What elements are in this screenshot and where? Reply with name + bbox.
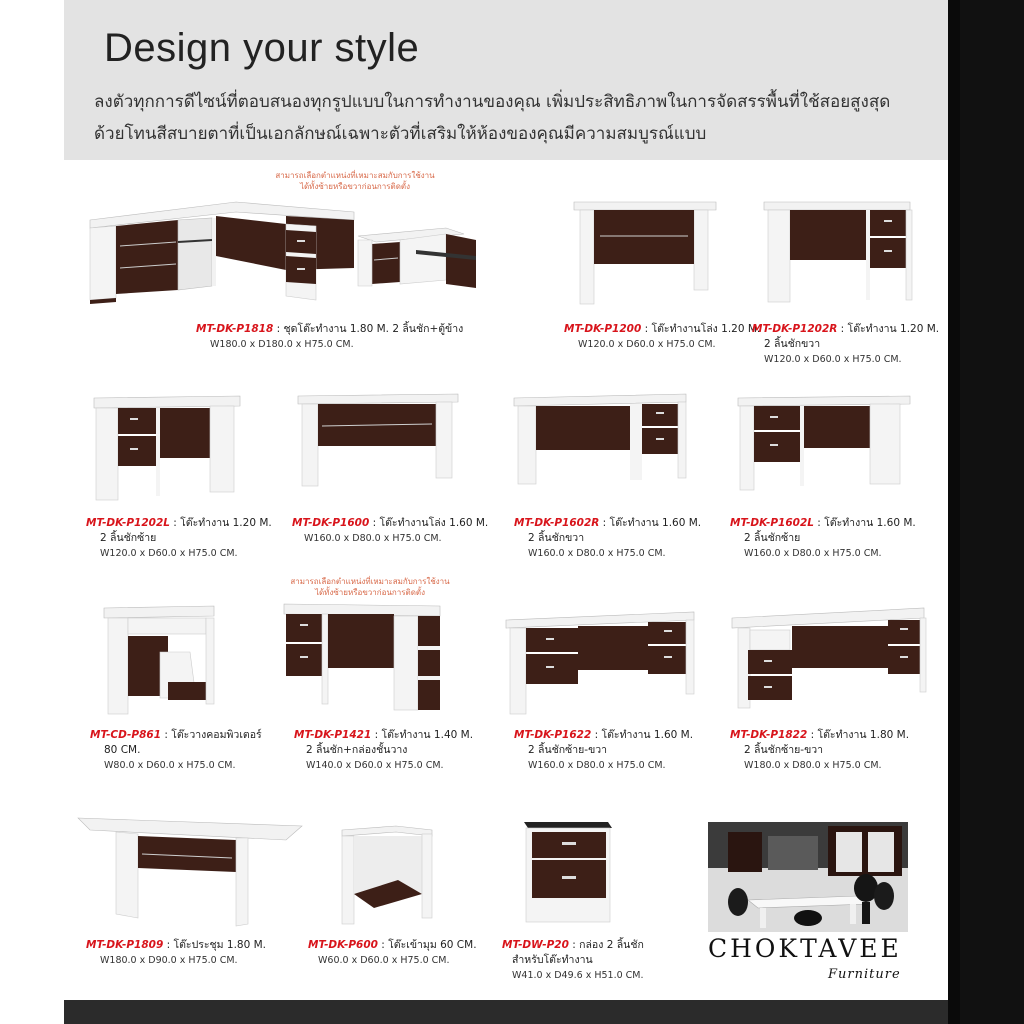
product-desc-2: 2 ลิ้นชักซ้าย-ขวา	[528, 744, 608, 756]
product-desc: : โต๊ะทำงาน 1.40 M.	[371, 729, 474, 741]
product-desc: : กล่อง 2 ลิ้นชัก	[568, 939, 644, 951]
caption-p1822	[730, 728, 909, 773]
brand-name: CHOKTAVEE	[708, 934, 902, 963]
caption-p1202l	[86, 516, 272, 561]
header-subtitle-line-2: ด้วยโทนสีสบายตาที่เป็นเอกลักษณ์เฉพาะตัวที่เสริมให้ห้องของคุณมีความสมบูรณ์แบบ	[94, 124, 707, 144]
product-image-p1600	[294, 392, 464, 492]
product-image-p20	[520, 818, 616, 928]
showroom-photo	[708, 822, 908, 932]
product-desc: : โต๊ะทำงาน 1.60 M.	[591, 729, 694, 741]
caption-p20	[502, 938, 644, 983]
product-image-p1602l	[734, 392, 914, 496]
note-position-p1421	[285, 576, 455, 598]
product-desc: : โต๊ะวางคอมพิวเตอร์	[161, 729, 262, 741]
product-dimensions: W120.0 x D60.0 x H75.0 CM.	[100, 548, 238, 559]
product-desc: : โต๊ะทำงาน 1.20 M.	[169, 517, 272, 529]
caption-p1622	[514, 728, 693, 773]
page-title: Design your style	[104, 26, 420, 70]
product-code: MT-DK-P1600	[292, 517, 370, 529]
product-code: MT-DK-P1818	[196, 323, 274, 335]
product-desc: : โต๊ะทำงาน 1.20 M.	[837, 323, 940, 335]
caption-p1421	[294, 728, 473, 773]
product-desc: : โต๊ะทำงานโล่ง 1.60 M.	[369, 517, 489, 529]
header-banner	[64, 0, 948, 160]
product-code: MT-DW-P20	[502, 939, 569, 951]
product-dimensions: W160.0 x D80.0 x H75.0 CM.	[528, 760, 666, 771]
product-image-p1809	[76, 814, 306, 930]
caption-p1602l	[730, 516, 916, 561]
right-border-bar	[948, 0, 1024, 1024]
product-image-p1200	[570, 198, 720, 308]
product-image-p861	[100, 602, 220, 718]
product-dimensions: W80.0 x D60.0 x H75.0 CM.	[104, 760, 236, 771]
caption-p1809	[86, 938, 266, 968]
product-image-p1822	[728, 604, 928, 718]
caption-p1202r	[752, 322, 939, 367]
product-dimensions: W120.0 x D60.0 x H75.0 CM.	[764, 354, 902, 365]
product-desc-2: 80 CM.	[104, 744, 141, 756]
product-desc: : โต๊ะเข้ามุม 60 CM.	[377, 939, 477, 951]
product-desc: : โต๊ะทำงาน 1.60 M.	[599, 517, 702, 529]
note-line-1: สามารถเลือกตำแหน่งที่เหมาะสมกับการใช้งาน	[275, 171, 435, 180]
product-desc: : โต๊ะทำงาน 1.80 M.	[807, 729, 910, 741]
product-code: MT-DK-P600	[308, 939, 378, 951]
product-dimensions: W140.0 x D60.0 x H75.0 CM.	[306, 760, 444, 771]
product-desc-2: 2 ลิ้นชักซ้าย	[744, 532, 801, 544]
product-code: MT-DK-P1602R	[514, 517, 600, 529]
note-line-2: ได้ทั้งซ้ายหรือขวาก่อนการติดตั้ง	[299, 182, 411, 191]
caption-p1200	[564, 322, 760, 352]
product-code: MT-DK-P1202L	[86, 517, 170, 529]
product-dimensions: W160.0 x D80.0 x H75.0 CM.	[304, 533, 442, 544]
product-desc-2: 2 ลิ้นชักขวา	[528, 532, 585, 544]
header-subtitle-line-1: ลงตัวทุกการดีไซน์ที่ตอบสนองทุกรูปแบบในการทำงานของคุณ เพิ่มประสิทธิภาพในการจัดสรรพื้นที่ใช้สอยสูงสุด	[94, 92, 891, 112]
product-code: MT-DK-P1602L	[730, 517, 814, 529]
product-desc: : โต๊ะทำงานโล่ง 1.20 M.	[641, 323, 761, 335]
product-desc: : โต๊ะประชุม 1.80 M.	[163, 939, 267, 951]
note-line-2: ได้ทั้งซ้ายหรือขวาก่อนการติดตั้ง	[314, 588, 426, 597]
product-desc-2: 2 ลิ้นชักซ้าย-ขวา	[744, 744, 824, 756]
product-image-p1202l	[90, 392, 250, 504]
product-desc: : ชุดโต๊ะทำงาน 1.80 M. 2 ลิ้นชัก+ตู้ข้าง	[273, 323, 464, 335]
product-dimensions: W180.0 x D180.0 x H75.0 CM.	[210, 339, 354, 350]
caption-p1818	[196, 322, 463, 352]
product-dimensions: W180.0 x D80.0 x H75.0 CM.	[744, 760, 882, 771]
product-code: MT-DK-P1822	[730, 729, 808, 741]
product-image-p1818	[86, 190, 476, 310]
product-dimensions: W160.0 x D80.0 x H75.0 CM.	[528, 548, 666, 559]
product-code: MT-DK-P1809	[86, 939, 164, 951]
product-desc-2: 2 ลิ้นชักขวา	[764, 338, 821, 350]
caption-p1602r	[514, 516, 701, 561]
product-code: MT-DK-P1200	[564, 323, 642, 335]
product-code: MT-CD-P861	[90, 729, 162, 741]
product-desc-2: 2 ลิ้นชักซ้าย	[100, 532, 157, 544]
caption-p600	[308, 938, 477, 968]
product-image-p1622	[502, 608, 698, 718]
product-desc: : โต๊ะทำงาน 1.60 M.	[813, 517, 916, 529]
product-code: MT-DK-P1202R	[752, 323, 838, 335]
product-image-p1602r	[510, 392, 690, 492]
product-dimensions: W120.0 x D60.0 x H75.0 CM.	[578, 339, 716, 350]
brand-subtitle: Furniture	[828, 967, 901, 982]
product-image-p600	[338, 822, 438, 928]
bottom-border-bar	[64, 1000, 948, 1024]
product-image-p1421	[280, 600, 450, 714]
product-dimensions: W41.0 x D49.6 x H51.0 CM.	[512, 970, 644, 981]
product-code: MT-DK-P1622	[514, 729, 592, 741]
product-image-p1202r	[760, 198, 916, 308]
product-desc-2: 2 ลิ้นชัก+กล่องชั้นวาง	[306, 744, 408, 756]
product-code: MT-DK-P1421	[294, 729, 372, 741]
caption-p861	[90, 728, 262, 773]
product-dimensions: W60.0 x D60.0 x H75.0 CM.	[318, 955, 450, 966]
product-desc-2: สำหรับโต๊ะทำงาน	[512, 954, 593, 966]
note-position-p1818	[250, 170, 460, 192]
caption-p1600	[292, 516, 488, 546]
product-dimensions: W160.0 x D80.0 x H75.0 CM.	[744, 548, 882, 559]
product-dimensions: W180.0 x D90.0 x H75.0 CM.	[100, 955, 238, 966]
note-line-1: สามารถเลือกตำแหน่งที่เหมาะสมกับการใช้งาน	[290, 577, 450, 586]
